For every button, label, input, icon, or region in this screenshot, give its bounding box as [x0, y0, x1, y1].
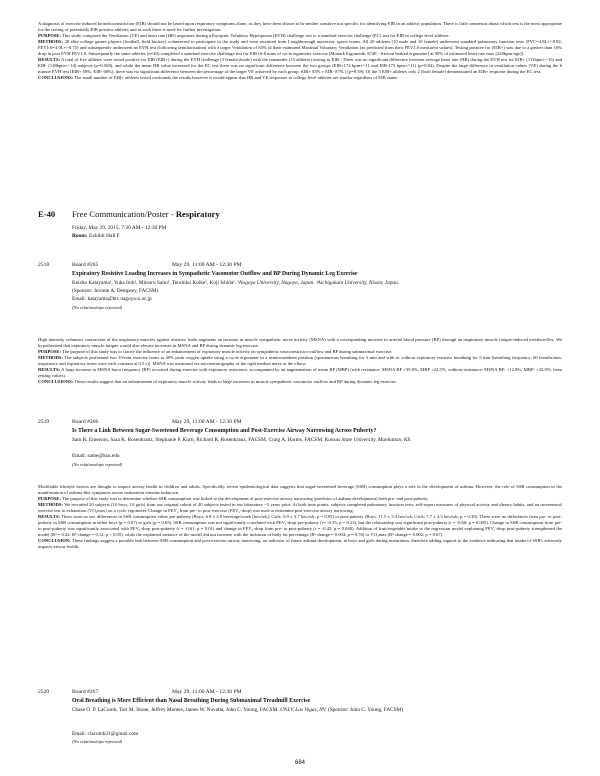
top-abstract-intro: A diagnosis of exercise induced bronchoconstriction (EIB) should not be based upon respiratory symptoms alone, as they have been shown to be neither sensitive nor specific for identifying EIB in an athletic population. There is little consensus about which test is the most appropriate for the testing of potentially EIB positive athletes and as such there is need for further investigation.: [38, 21, 562, 33]
author-email: Email: clacomb31@gmail.com: [72, 731, 139, 737]
abstract-title: Is There a Link Between Sugar-Sweetened Beverage Consumption and Post-Exercise Airway Narrowing Across Puberty?: [72, 428, 377, 434]
abstract-2518-header: [38, 262, 562, 322]
abstract-intro: High intensity voluntary contraction of the inspiratory muscles against resistive loads augments an increase in muscle sympathetic nerve activity (MSNA) with a corresponding increase in arterial blood pressure (BP) through an inspiratory muscle fatigue-induced metaboreflex. We hypothesized that expiratory muscle fatigue would also elevate increases in MSNA and BP during dynamic leg exercise.: [38, 337, 562, 349]
abstract-purpose: PURPOSE: The purpose of this study was to determine whether SSB consumption was linked to the development of post-exercise airway narrowing (predictor of asthma development) both pre- and post-puberty.: [38, 496, 429, 502]
abstract-number: 2520: [38, 689, 50, 695]
author-email: Email: katayama@htc.nagoya-u.ac.jp: [72, 296, 152, 302]
session-code: E-40: [38, 209, 56, 219]
abstract-datetime: May 29, 11:00 AM - 12:30 PM: [172, 419, 242, 425]
abstract-intro: Modifiable lifestyle factors are thought to impact airway health in children and adults. Specifically, recent epidemiological data suggests that sugar-sweetened beverage (SSB) consumption plays a role in the development of asthma. However, the role of SSB consumption in the manifestation of asthma-like symptoms across maturation remains unknown.: [38, 484, 562, 496]
abstract-number: 2519: [38, 419, 50, 425]
top-abstract-methods: METHODS: 20 elite college games players (football, field hockey) volunteered to participate in the study and were recruited from Loughborough university sports teams. All 20 athletes (10 male and 10 female) underwent standard pulmonary function tests (FVC=4.8L+/-0.92; FEV1.0=4.0L+/-0.75) and subsequently underwent an EVH test (following familiarisation) with a target Ventilation of 85% of their estimated Maximal Voluntary Ventilation (as predicted from their FEV1.0 measured values). Testing positive for (EIB+) was due to a greater than 10% drop in post EVH FEV1.0. Subsequently the same athletes (n=20) completed a standard exercise challenge test for EIB (6-8 mins of cycle ergometer exercise [Monark Ergomedic 874E - friction braked ergometer] at 90% of estimated heart rate max [220bpm-age]).: [38, 39, 563, 57]
abstract-results: RESULTS: There were no sex differences in SSB consumption either pre-puberty (Boys: 6.8 ± 4.8 beverage/week [bev/wk]; Girls: 6.9 ± 3.7 bev/wk; p = 0.95) or post-puberty (Boys: 11.5 ± 5.3 bev/wk; Girls: 7.7 ± 4.3 bev/wk; p = 0.10). There were no differences from pre- to post-puberty in SSB consumption in either boys (p = 0.07) or girls (p = 0.65). SSB consumption was not significantly correlated with FEV₁-drop pre-puberty (r= -0.35; p = 0.13), but the relationship was significant post-puberty (r = -0.60; p = 0.005). Change in SSB consumption from pre- to post-puberty was significantly associated with FEV₁-drop post-puberty (r = -0.61; p = 0.01) and change in FEV₁-drop from pre- to post-puberty (r = -0.45; p = 0.048). Addition of fruit/vegetable intake to the regression model explaining FEV₁-drop post-puberty strengthened the model (R² = 0.42; R² change = 0.12; p < 0.05), while the explained variance of the model did not increase with the inclusion of body fat percentage (R² change = 0.004; p = 0.76) or VO₂max (R² change = 0.002; p = 0.67).: [38, 514, 562, 538]
session-header: [38, 209, 562, 221]
top-abstract-results: RESULTS: A total of five athletes were tested positive for EIB (EIB+) during the EVH challenge (3 female/2male) with the remainder (15 athletes) testing as EIB-. There was no significant difference between average heart rate (HR) during the EVH test for EIB+ (111bpm+/-15) and EIB- (118bpm+/-14) subjects (p=0.569), and while the mean HR value increased for the EC test there was no significant difference between the two groups (EIB+172 bpm+/-11 and EIB-173 bpm+/-11) (p=0.84). Despite the large difference in ventilation values (VE) during the 6 minute EVH test (EIB+ 58%, EIB- 68%), there was no significant difference between the percentage of the target VE achieved by each group: EIB+ 83% v EIB- 87% ) (p=0.39). Of the 5 EIB+ athletes only 2 (both female) demonstrated an EIB+ response during the EC test.: [38, 57, 562, 75]
abstract-authors: Sam R. Emerson, Sara K. Rosenkranz, Stephanie P. Kurti, Richard R. Rosenkranz, FACSM, Craig A. Harms, FACSM. Kansas State University, Manhattan, KS.: [72, 437, 412, 443]
relationships-note: (No relationships reported): [72, 462, 123, 467]
abstract-2518-body: [38, 337, 562, 385]
board-number: Board #266: [72, 419, 99, 425]
abstract-conclusions: CONCLUSIONS: These results suggest that an enhancement of expiratory muscle activity leads to large increases in muscle sympathetic vasomotor outflow and BP during dynamic leg exercise.: [38, 379, 397, 385]
session-room: Room: Exhibit Hall F: [72, 233, 120, 239]
abstract-2519-body: [38, 484, 562, 551]
abstract-methods: METHODS: We recruited 20 subjects (10 boys, 10 girls) from our original cohort of 40 subjects tested in our laboratory ~5 years prior. At both time points, subjects completed pulmonary function tests, self-report measures of physical activity and dietary habits, and an incremental exercise test to exhaustion (VO₂max) on a cycle ergometer. Change in FEV₁ from pre- to post-exercise (FEV₁-drop) was used to determine post-exercise airway narrowing.: [38, 502, 562, 514]
abstract-title: Oral Breathing is More Efficient than Nasal Breathing During Submaximal Treadmill Exercise: [72, 698, 311, 704]
abstract-authors: Chase O. P. LaComb, Tori M. Stone, Jeffrey Montes, James W. Navalta, John C. Young, FACSM. UNLV, Las Vegas, NV. (Sponsor: John C. Young, FACSM): [72, 707, 404, 713]
abstract-title: Expiratory Resistive Loading Increases in Sympathetic Vasomotor Outflow and BP During Dynamic Leg Exercise: [72, 271, 358, 277]
abstract-methods: METHODS: The subjects performed two 10-min exercise bouts at 40% peak oxygen uptake using a cycle ergometer in a semirecumbent position (spontaneous breathing for 5 min and with or without expiratory resistive breathing for 5 min (breathing frequency: 60 breaths/min, inspiratory and expiratory times were each constant at 0.5 s)]. MSNA was measured via microneurography of the right median nerve at the elbow.: [38, 355, 562, 367]
author-email: Email: same@ksu.edu: [72, 453, 120, 459]
board-number: Board #265: [72, 262, 99, 268]
abstract-2520-header: [38, 689, 562, 755]
top-abstract-conclusions: CONCLUSIONS: The small number of EIB+ athletes tested confounds the results however it would appear that HR and VE responses in college level athletes are similar regardless of EIB status.: [38, 75, 399, 81]
session-title: Free Communication/Poster - Respiratory: [72, 209, 220, 219]
top-abstract-purpose: PURPOSE: This study compared the Ventilation (VE) and heart rate (HR) responses during a Eucapnic Voluntary Hyperpnoea (EVH) challenge test to a standard exercise challenge (EC) test for EIB in college level athletes.: [38, 33, 450, 39]
abstract-results: RESULTS: A large increase in MSNA burst frequency (BF) occurred during exercise with expiratory resistance, accompanied by an augmentation of mean BP (MBP) (with resistance: MSNA BF +39.0%, MBP +22.5%, without resistance: MSNA BF: +12.8%, MBP: +22.9%, from resting values).: [38, 367, 562, 379]
abstract-2519-header: [38, 419, 562, 479]
relationships-note: (No relationships reported): [72, 739, 123, 744]
top-abstract: [38, 21, 562, 81]
abstract-datetime: May 29, 11:00 AM - 12:30 PM: [172, 262, 242, 268]
abstract-conclusions: CONCLUSION: These findings suggest a possible link between SSB consumption and post-exercise airway narrowing, an indicator of future asthma development, in boys and girls during maturation, therefore adding support to the evidence indicating that intake of SSB's adversely impacts airway health.: [38, 538, 562, 550]
page-number: 684: [294, 760, 305, 766]
board-number: Board #267: [72, 689, 99, 695]
abstract-number: 2518: [38, 262, 50, 268]
session-datetime: Friday, May 29, 2015, 7:30 AM - 12:30 PM: [72, 225, 167, 231]
abstract-authors: Keisho Katayama¹, Yuka Itoh¹, Mitsuru Saito², Teruhiko Koike¹, Koji Ishida¹. ¹Nagoya University, Nagoya, Japan. ²Aichigakuin University, Nissin, Japan. (Sponsor: Jerome A. Dempsey, FACSM): [72, 280, 400, 294]
abstract-datetime: May 29, 11:00 AM - 12:30 PM: [172, 689, 242, 695]
relationships-note: (No relationships reported): [72, 305, 123, 310]
abstract-purpose: PURPOSE: The purpose of this study was to clarify the influence of an enhancement of expiratory muscle activity on sympathetic vasoconstrictor outflow and BP during submaximal exercise.: [38, 349, 393, 355]
